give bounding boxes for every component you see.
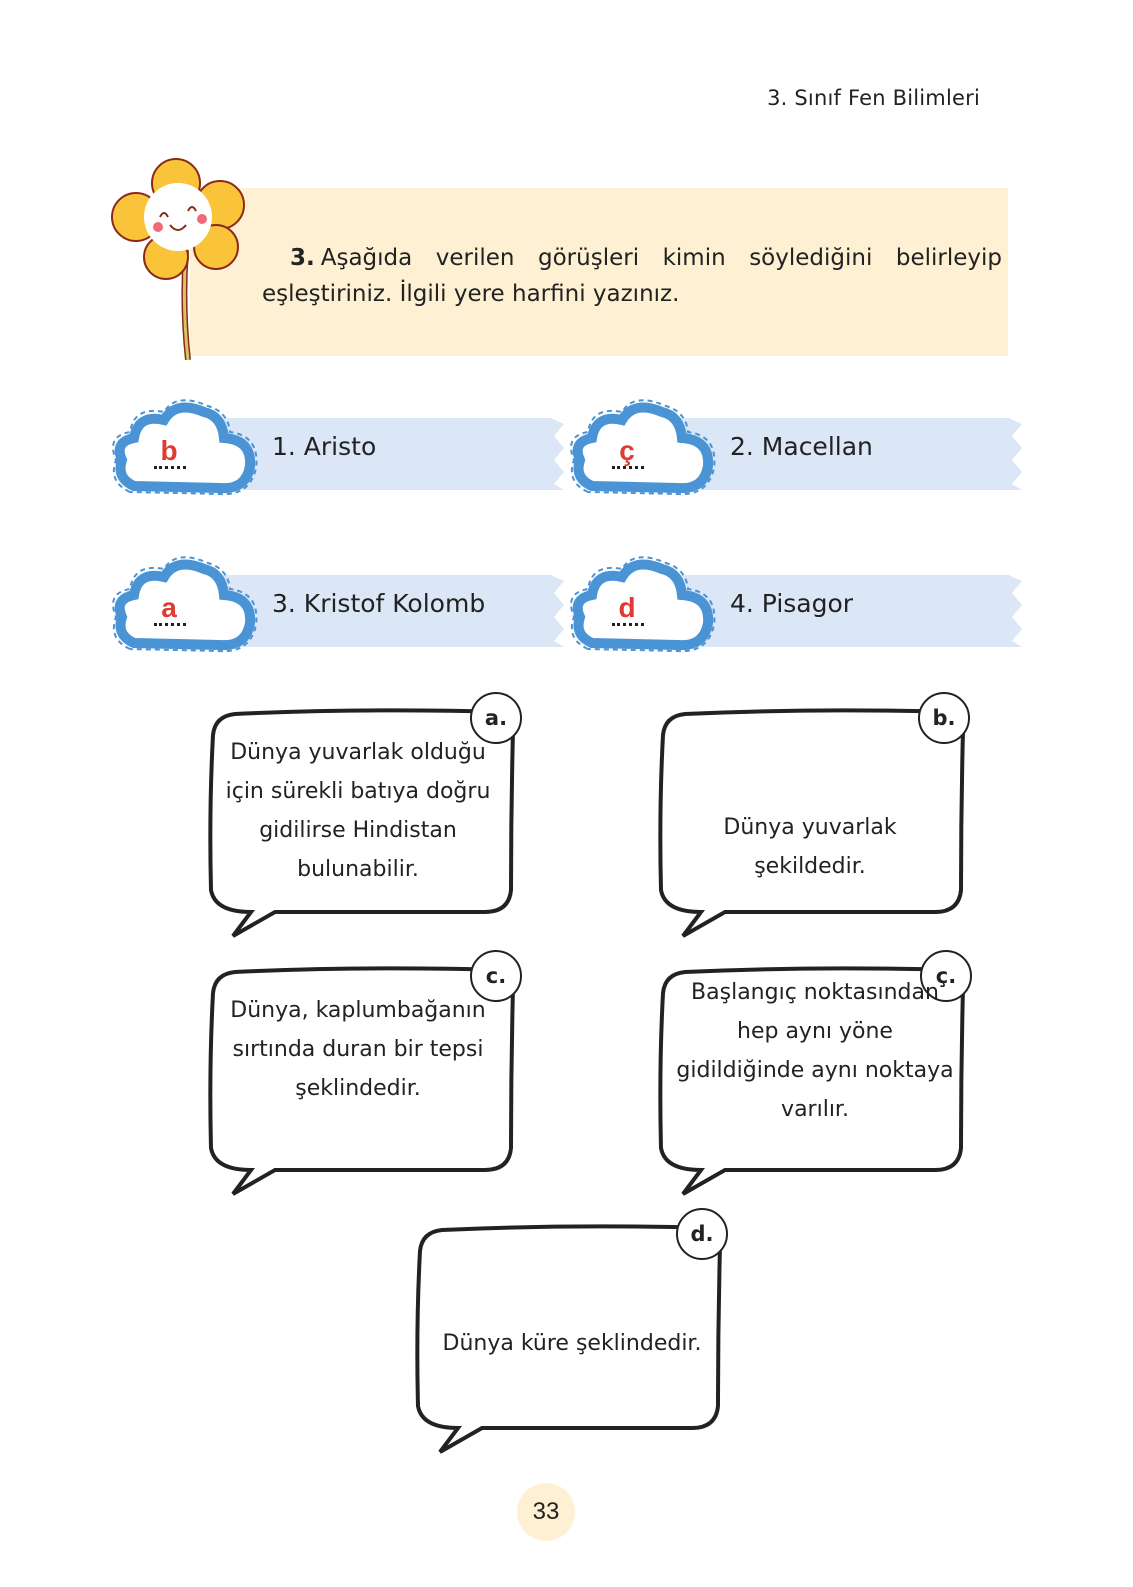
person-name: 2. Macellan (730, 432, 873, 461)
person-item-macellan (570, 398, 1010, 498)
page-header-title: 3. Sınıf Fen Bilimleri (767, 86, 980, 110)
person-item-kristof-kolomb (112, 555, 552, 655)
statement-text: Başlangıç noktasından hep aynı yöne gidildiğinde aynı noktaya varılır. (676, 980, 954, 1122)
statement-text: Dünya yuvarlak şekildedir. (723, 815, 897, 879)
statement-letter-badge: ç. (920, 950, 972, 1002)
statement-bubble-c (205, 948, 535, 1198)
person-name: 4. Pisagor (730, 589, 854, 618)
person-item-aristo (112, 398, 552, 498)
answer-blank[interactable] (612, 464, 644, 469)
page-number: 33 (517, 1483, 575, 1541)
answer-blank[interactable] (154, 621, 186, 626)
answer-letter[interactable]: ç (619, 435, 635, 466)
flower-mascot-icon (108, 155, 258, 360)
person-name: 1. Aristo (272, 432, 377, 461)
person-name: 3. Kristof Kolomb (272, 589, 486, 618)
cloud-icon (112, 555, 262, 655)
cloud-icon (570, 555, 720, 655)
statement-letter-badge: d. (676, 1208, 728, 1260)
statement-bubble-c-cedilla (655, 948, 985, 1198)
instruction-text (262, 240, 1002, 312)
cloud-icon (570, 398, 720, 498)
statement-bubble-d (412, 1206, 742, 1456)
answer-letter[interactable]: b (160, 435, 178, 466)
statement-letter-badge: a. (470, 692, 522, 744)
answer-blank[interactable] (154, 464, 186, 469)
statement-bubble-b (655, 690, 985, 940)
statement-text: Dünya, kaplumbağanın sırtında duran bir tepsi şeklindedir. (230, 998, 486, 1101)
statement-text: Dünya küre şeklindedir. (442, 1331, 702, 1356)
statement-letter-badge: c. (470, 950, 522, 1002)
question-number: 3. (290, 245, 315, 271)
statement-bubble-a (205, 690, 535, 940)
answer-letter[interactable]: d (618, 592, 636, 623)
statement-text: Dünya yuvarlak olduğu için sürekli batıya doğru gidilirse Hindistan bulunabilir. (225, 740, 491, 882)
answer-letter[interactable]: a (161, 592, 177, 623)
person-item-pisagor (570, 555, 1010, 655)
cloud-icon (112, 398, 262, 498)
question-text: Aşağıda verilen görüşleri kimin söylediğini belirleyip eşleştiriniz. İlgili yere harfini yazınız. (262, 245, 1002, 307)
statement-letter-badge: b. (918, 692, 970, 744)
answer-blank[interactable] (612, 621, 644, 626)
